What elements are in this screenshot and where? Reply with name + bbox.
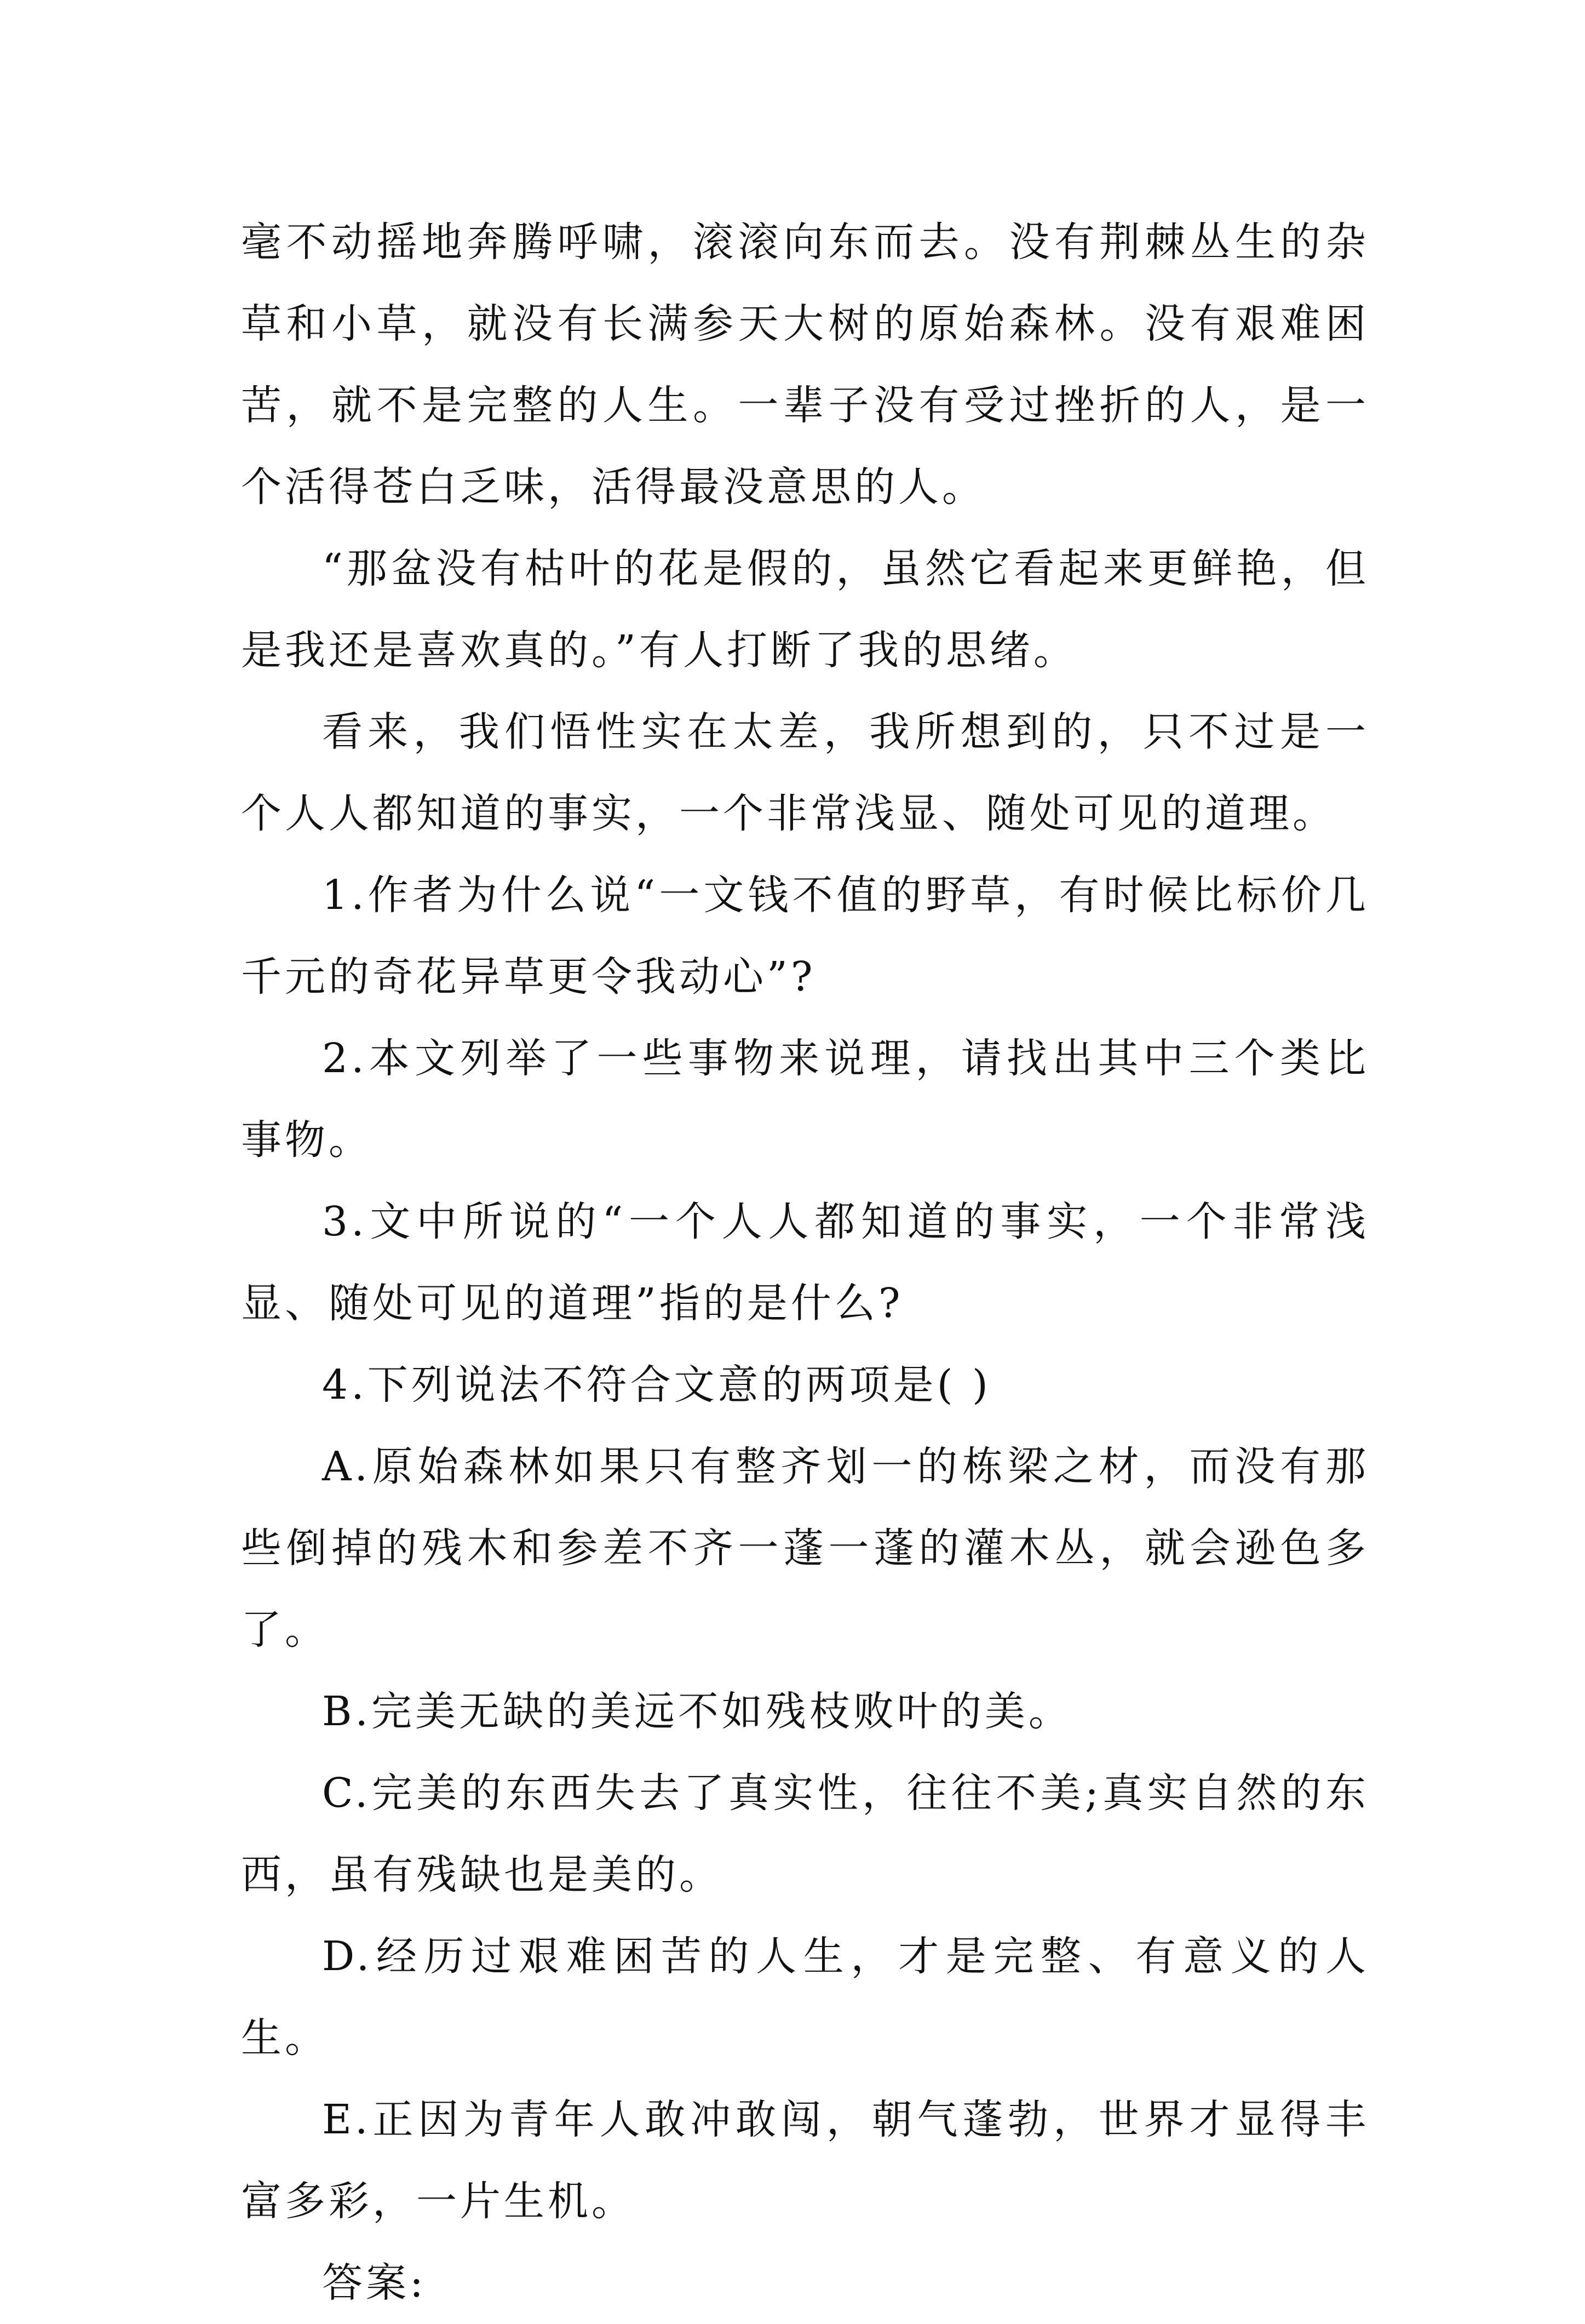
option-c: C.完美的东西失去了真实性，往往不美;真实自然的东西，虽有残缺也是美的。 bbox=[241, 1770, 1369, 1898]
option-d: D.经历过艰难困苦的人生，才是完整、有意义的人生。 bbox=[241, 1933, 1369, 2062]
answer-label: 答案: bbox=[322, 2259, 427, 2306]
paragraph-conclusion: 看来，我们悟性实在太差，我所想到的，只不过是一个人人都知道的事实，一个非常浅显、随处可见的道理。 bbox=[241, 708, 1369, 837]
option-e: E.正因为青年人敢冲敢闯，朝气蓬勃，世界才显得丰富多彩，一片生机。 bbox=[241, 2096, 1369, 2225]
question-1: 1.作者为什么说“一文钱不值的野草，有时候比标价几千元的奇花异草更令我动心”? bbox=[241, 872, 1369, 1000]
paragraph-continuation: 毫不动摇地奔腾呼啸，滚滚向东而去。没有荆棘丛生的杂草和小草，就没有长满参天大树的原始森林。没有艰难困苦，就不是完整的人生。一辈子没有受过挫折的人，是一个活得苍白乏味，活得最没意思的人。 bbox=[241, 219, 1369, 511]
question-3: 3.文中所说的“一个人人都知道的事实，一个非常浅显、随处可见的道理”指的是什么? bbox=[241, 1198, 1369, 1327]
document-body bbox=[241, 202, 1369, 2324]
question-2: 2.本文列举了一些事物来说理，请找出其中三个类比事物。 bbox=[241, 1035, 1369, 1164]
paragraph-quote: “那盆没有枯叶的花是假的，虽然它看起来更鲜艳，但是我还是喜欢真的。”有人打断了我的思绪。 bbox=[241, 545, 1369, 674]
option-b: B.完美无缺的美远不如残枝败叶的美。 bbox=[322, 1688, 1072, 1735]
option-a: A.原始森林如果只有整齐划一的栋梁之材，而没有那些倒掉的残木和参差不齐一蓬一蓬的灌木丛，就会逊色多了。 bbox=[241, 1443, 1369, 1653]
question-4: 4.下列说法不符合文意的两项是( ) bbox=[322, 1361, 991, 1409]
